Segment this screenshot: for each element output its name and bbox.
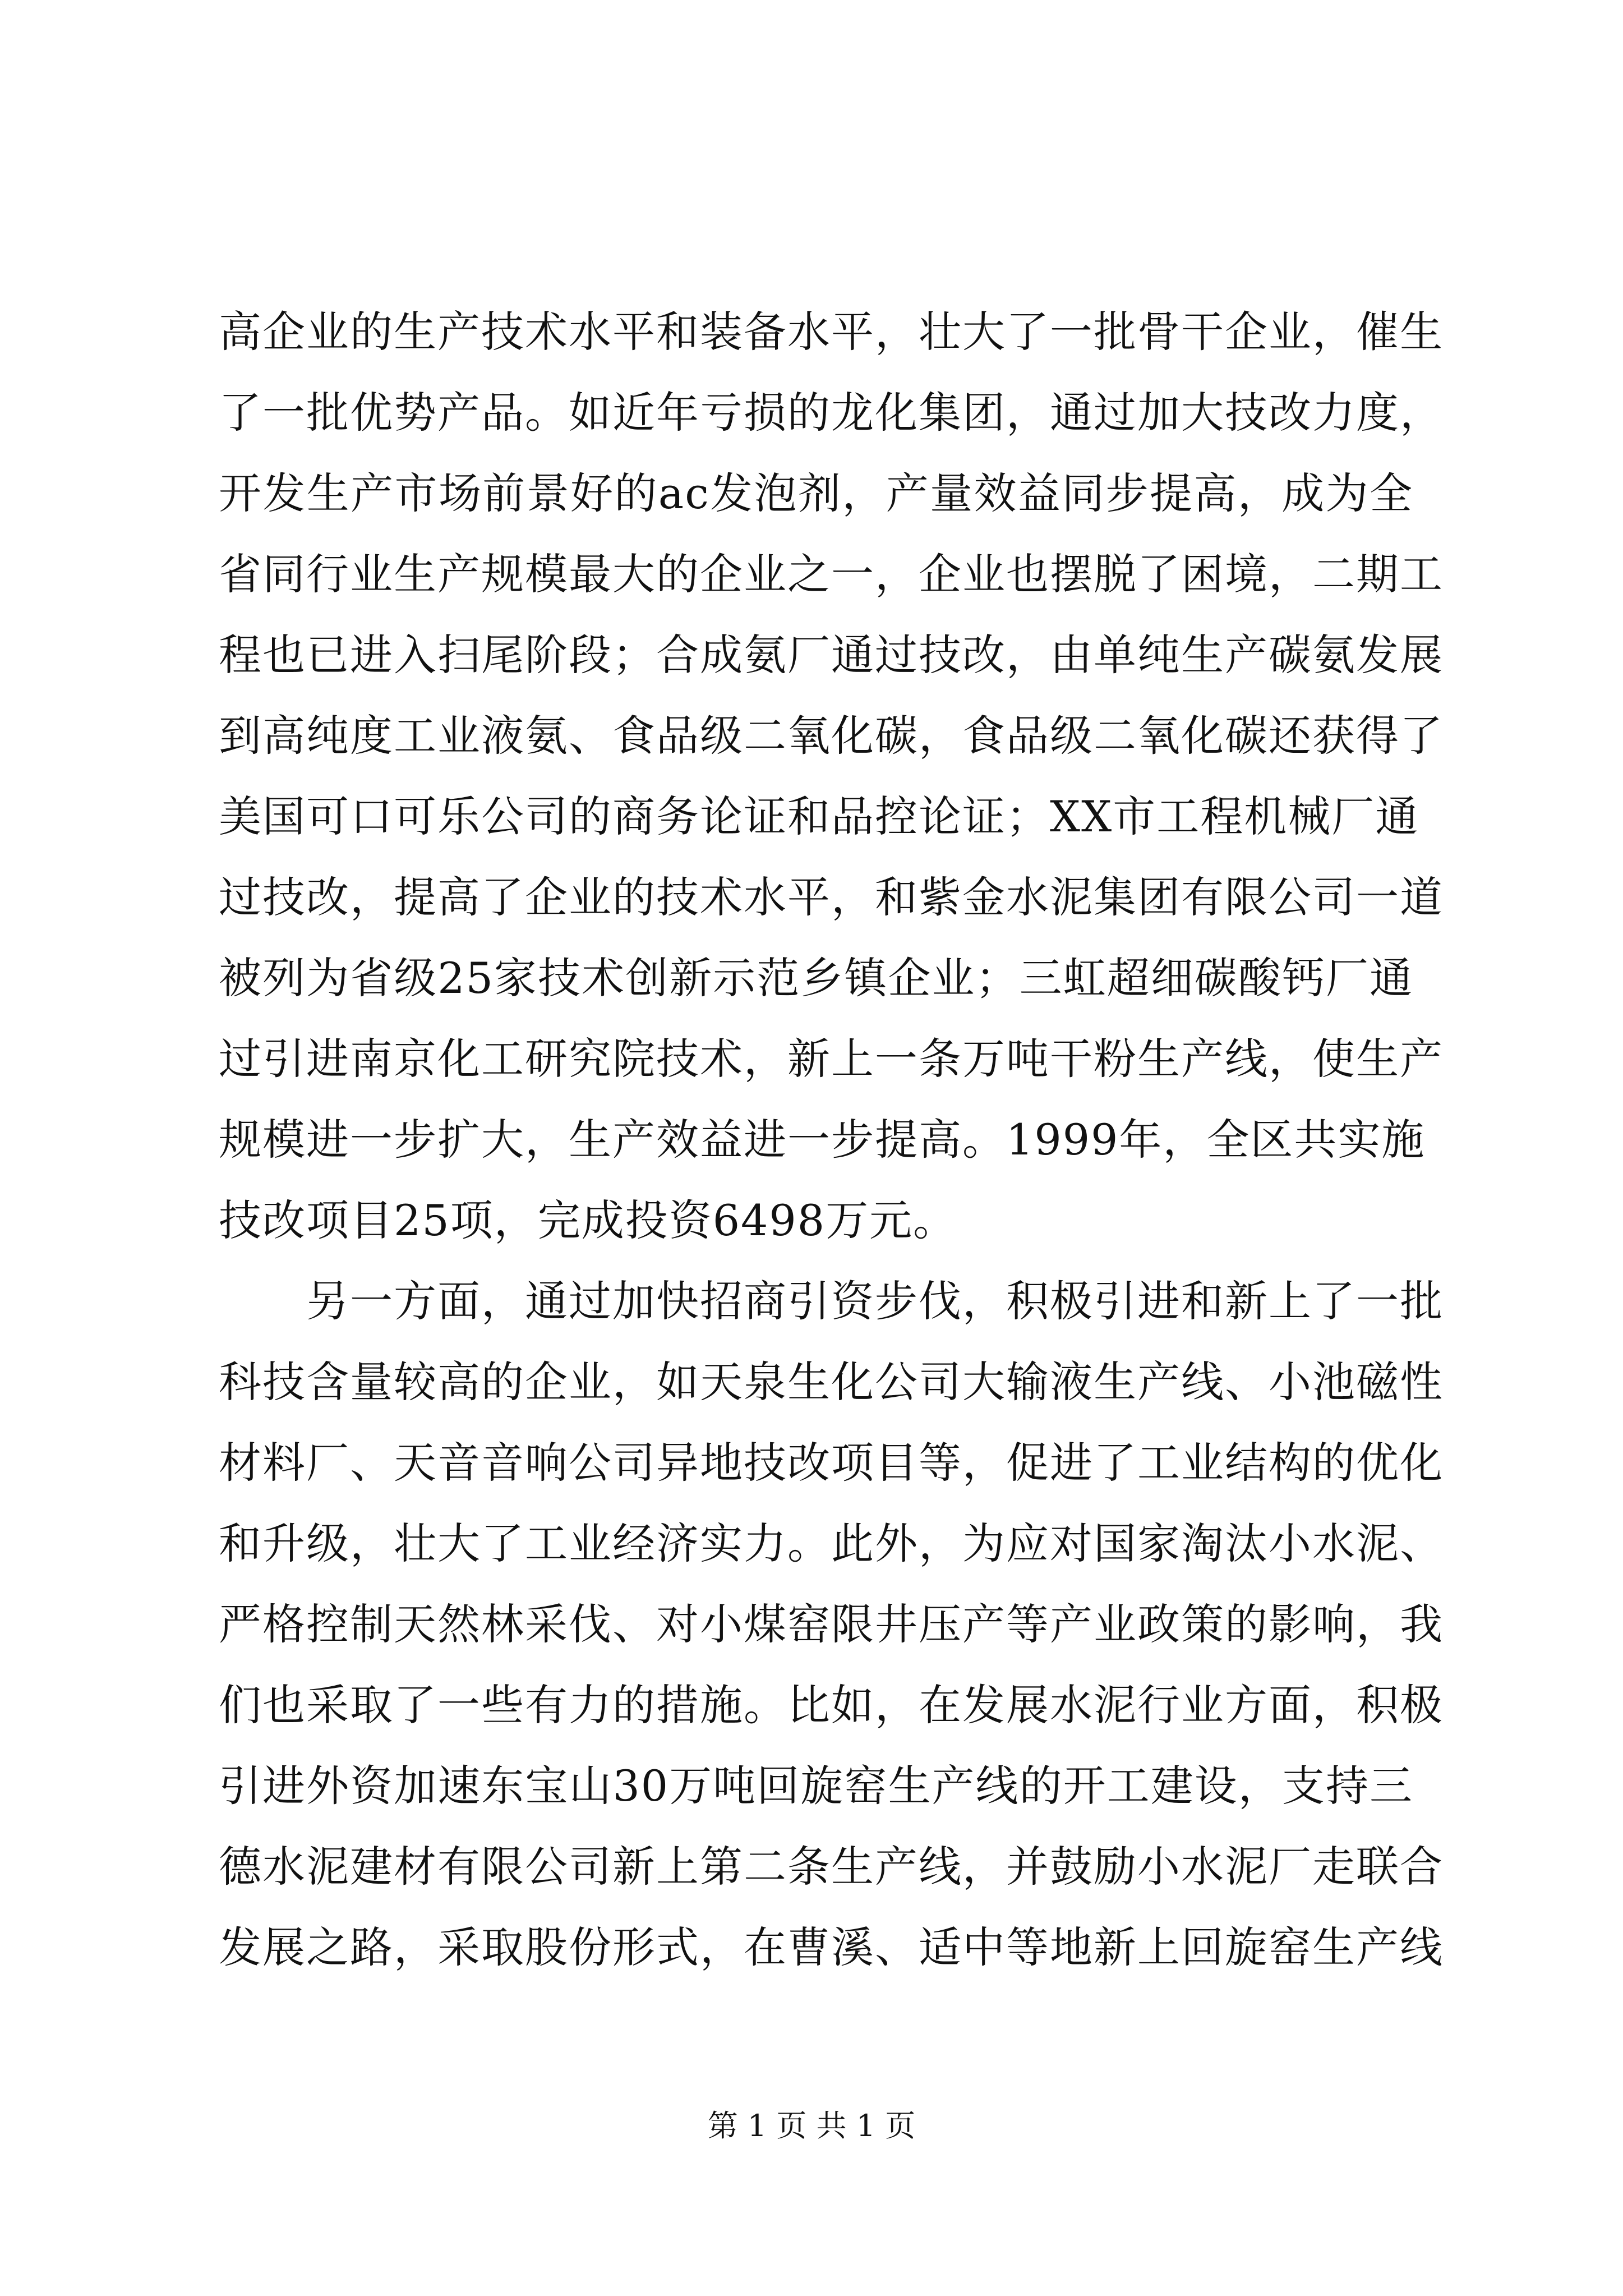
text-line: 了一批优势产品。如近年亏损的龙化集团，通过加大技改力度，: [219, 388, 1444, 438]
text-line: 和升级，壮大了工业经济实力。此外，为应对国家淘汰小水泥、: [219, 1519, 1444, 1568]
document-body: [219, 292, 1444, 1988]
text-line: 到高纯度工业液氨、食品级二氧化碳，食品级二氧化碳还获得了: [219, 711, 1444, 761]
text-line: 开发生产市场前景好的ac发泡剂，产量效益同步提高，成为全: [219, 468, 1413, 518]
text-line: 技改项目25项，完成投资6498万元。: [219, 1195, 957, 1245]
text-line: 程也已进入扫尾阶段；合成氨厂通过技改，由单纯生产碳氨发展: [219, 630, 1444, 680]
text-line: 科技含量较高的企业，如天泉生化公司大输液生产线、小池磁性: [219, 1357, 1444, 1407]
text-line: 被列为省级25家技术创新示范乡镇企业；三虹超细碳酸钙厂通: [219, 953, 1413, 1003]
page-number: 第 1 页 共 1 页: [707, 2108, 916, 2143]
text-line: 美国可口可乐公司的商务论证和品控论证；XX市工程机械厂通: [219, 792, 1419, 841]
text-line: 过技改，提高了企业的技术水平，和紫金水泥集团有限公司一道: [219, 872, 1444, 922]
text-line: 材料厂、天音音响公司异地技改项目等，促进了工业结构的优化: [219, 1438, 1444, 1488]
text-line: 省同行业生产规模最大的企业之一，企业也摆脱了困境，二期工: [219, 549, 1444, 599]
page-footer: [0, 2106, 1623, 2146]
text-line: 规模进一步扩大，生产效益进一步提高。1999年，全区共实施: [219, 1115, 1426, 1165]
text-line: 德水泥建材有限公司新上第二条生产线，并鼓励小水泥厂走联合: [219, 1842, 1444, 1892]
text-line: 另一方面，通过加快招商引资步伐，积极引进和新上了一批: [306, 1276, 1444, 1326]
text-line: 高企业的生产技术水平和装备水平，壮大了一批骨干企业，催生: [219, 307, 1444, 357]
text-line: 过引进南京化工研究院技术，新上一条万吨干粉生产线，使生产: [219, 1034, 1444, 1084]
text-line: 们也采取了一些有力的措施。比如，在发展水泥行业方面，积极: [219, 1680, 1444, 1730]
text-line: 发展之路，采取股份形式，在曹溪、适中等地新上回旋窑生产线: [219, 1922, 1444, 1972]
text-line: 引进外资加速东宝山30万吨回旋窑生产线的开工建设，支持三: [219, 1761, 1413, 1811]
text-line: 严格控制天然林采伐、对小煤窑限井压产等产业政策的影响，我: [219, 1599, 1444, 1649]
